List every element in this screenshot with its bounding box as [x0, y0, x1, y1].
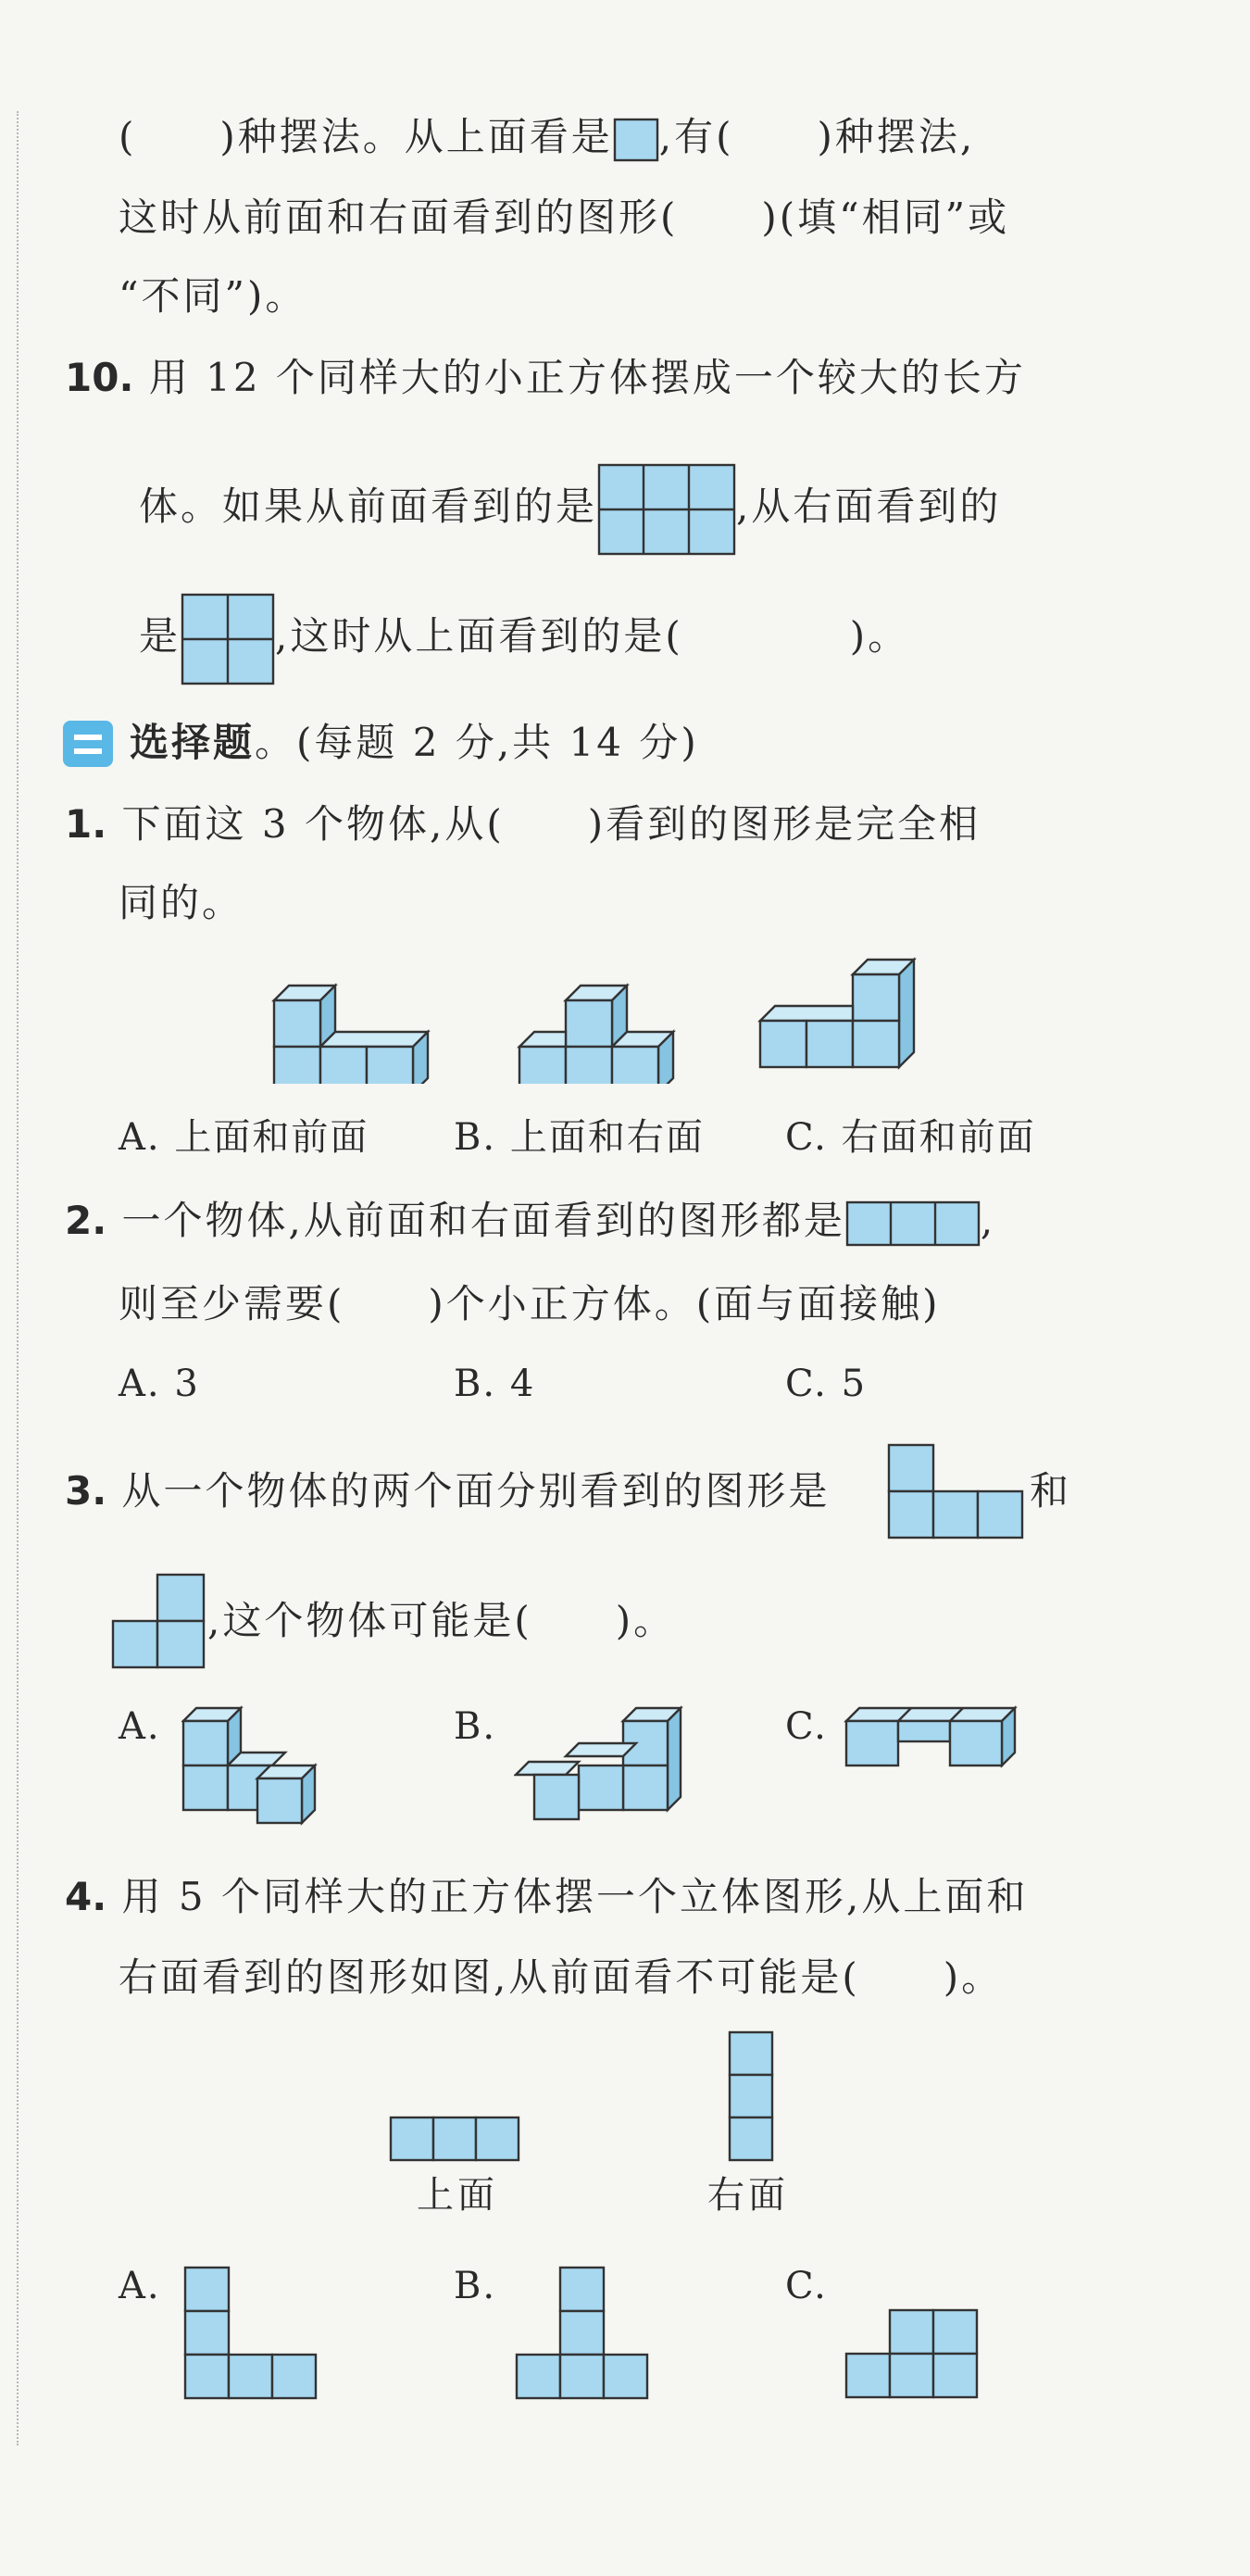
c2-option-a[interactable]: A. 3 — [119, 1363, 200, 1405]
c2-line2: 则至少需要( )个小正方体。(面与面接触) — [119, 1281, 941, 1326]
c2-comma: , — [980, 1198, 996, 1243]
c3-and: 和 — [1030, 1468, 1072, 1514]
c3-text: 从一个物体的两个面分别看到的图形是 — [121, 1468, 831, 1514]
q10-line2 — [139, 463, 1001, 556]
q10-number: 10. — [65, 355, 134, 400]
c4-right-view-figure — [728, 2030, 776, 2164]
c4-figure-b — [515, 2266, 650, 2401]
q10-text-is: 是 — [139, 613, 181, 659]
c4-line2: 右面看到的图形如图,从前面看不可能是( )。 — [119, 1954, 1004, 2000]
c4-top-view-label: 上面 — [417, 2174, 498, 2217]
c3-line1 — [65, 1464, 831, 1519]
c2-text: 一个物体,从前面和右面看到的图形都是 — [121, 1198, 845, 1243]
q9-line2: 这时从前面和右面看到的图形( )(填“相同”或 — [119, 195, 1010, 240]
c1-line1 — [65, 797, 981, 852]
q9-line3: “不同”)。 — [119, 273, 307, 319]
c1-text: 下面这 3 个物体,从( )看到的图形是完全相 — [121, 801, 981, 847]
c4-right-view-label: 右面 — [707, 2174, 789, 2217]
c3-view-small-l — [111, 1573, 207, 1669]
c2-option-c[interactable]: C. 5 — [785, 1363, 868, 1405]
q9-text-b: ,有( )种摆法, — [658, 114, 976, 159]
margin-dotted-line — [17, 111, 19, 2445]
c4-option-c[interactable]: C. — [785, 2265, 828, 2307]
q10-line1 — [65, 350, 1026, 406]
c1-object-3 — [755, 954, 931, 1084]
c3-option-c[interactable]: C. — [785, 1705, 828, 1748]
q10-text-top: ,这时从上面看到的是( )。 — [275, 613, 910, 659]
c1-number: 1. — [65, 801, 107, 847]
q9-text-a: ( )种摆法。从上面看是 — [119, 114, 613, 159]
c3-number: 3. — [65, 1468, 107, 1514]
c1-object-2 — [514, 954, 690, 1084]
q9-line1 — [119, 109, 975, 165]
c2-line1 — [65, 1193, 995, 1249]
c4-option-a[interactable]: A. — [119, 2265, 161, 2307]
c4-top-view-figure — [389, 2116, 522, 2164]
c1-option-b[interactable]: B. 上面和右面 — [454, 1116, 705, 1159]
q10-text: 用 12 个同样大的小正方体摆成一个较大的长方 — [148, 355, 1026, 400]
c3-view-l-shape — [887, 1443, 1026, 1539]
single-square-figure — [613, 118, 659, 162]
c4-option-b[interactable]: B. — [454, 2265, 497, 2307]
q10-text-right: ,从右面看到的 — [736, 484, 1002, 529]
c3-line2: ,这个物体可能是( )。 — [207, 1598, 676, 1643]
c3-option-b[interactable]: B. — [454, 1705, 497, 1748]
c1-option-c[interactable]: C. 右面和前面 — [785, 1116, 1036, 1159]
right-view-2x2-figure — [181, 593, 275, 685]
c2-number: 2. — [65, 1198, 107, 1243]
section-two-note: 。(每题 2 分,共 14 分) — [255, 720, 699, 765]
c1-option-a[interactable]: A. 上面和前面 — [119, 1116, 369, 1159]
c4-figure-c — [844, 2308, 980, 2401]
section-two-heading — [130, 715, 699, 771]
c4-text: 用 5 个同样大的正方体摆一个立体图形,从上面和 — [121, 1874, 1029, 1919]
front-view-2x3-figure — [597, 463, 736, 556]
q10-text-front: 体。如果从前面看到的是 — [139, 484, 598, 529]
c3-object-b — [514, 1704, 690, 1843]
c2-1x3-figure — [845, 1200, 981, 1247]
c2-option-b[interactable]: B. 4 — [454, 1363, 536, 1405]
section-two-title: 选择题 — [130, 720, 256, 765]
c3-option-a[interactable]: A. — [119, 1705, 161, 1748]
q10-line3 — [139, 593, 909, 685]
c4-number: 4. — [65, 1874, 107, 1919]
c1-object-1 — [269, 954, 444, 1084]
c1-line2: 同的。 — [119, 880, 244, 925]
c4-figure-a — [183, 2266, 319, 2401]
section-two-badge — [63, 721, 113, 767]
c4-line1 — [65, 1869, 1028, 1925]
c3-object-a — [181, 1704, 348, 1843]
c3-object-c — [843, 1704, 1028, 1797]
